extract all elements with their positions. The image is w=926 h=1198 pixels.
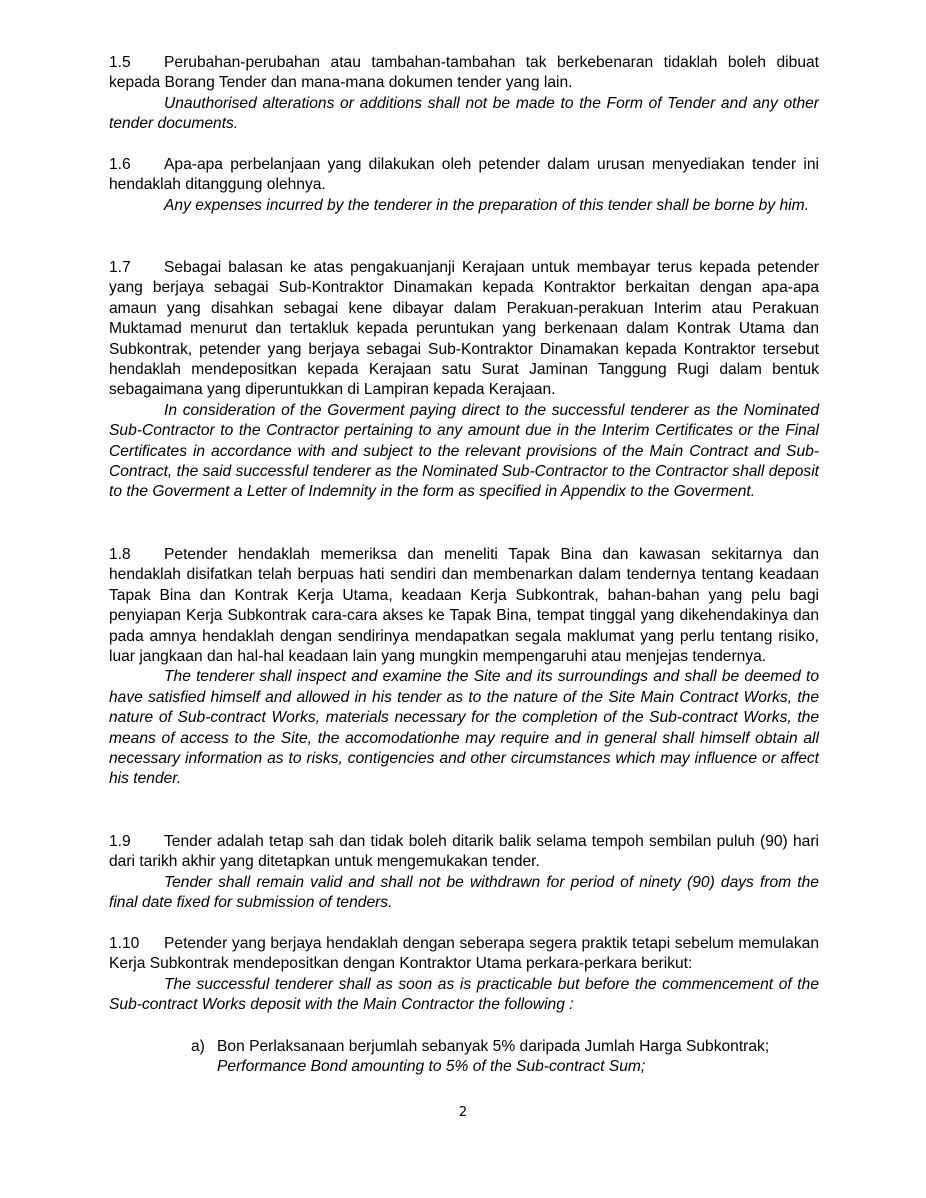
clause-1-9 [109, 832, 819, 914]
clause-malay-body: Perubahan-perubahan atau tambahan-tambahan tak berkebenaran tidaklah boleh dibuat kepada Borang Tender dan mana-mana dokumen tender yang lain. [109, 54, 819, 92]
sub-item-english-text: Performance Bond amounting to 5% of the Sub-contract Sum; [217, 1058, 646, 1076]
clause-1-10 [109, 934, 819, 1016]
clause-malay-body: Petender hendaklah memeriksa dan meneliti Tapak Bina dan kawasan sekitarnya dan hendaklah disifatkan telah berpuas hati sendiri dan membenarkan dalam tendernya tentang keadaan Tapak Bina dan Kontrak Kerja Utama, keadaan Kerja Subkontrak, bahan-bahan yang pelu bagi penyiapan Kerja Subkontrak cara-cara akses ke Tapak Bina, tempat tinggal yang dikehendakinya dan pada amnya hendaklah dengan sendirinya mendapatkan segala maklumat yang perlu tentang risiko, luar jangkaan dan hal-hal keadaan lain yang mungkin mempengaruhi atau menjejas tendernya. [109, 546, 819, 666]
clause-1-5 [109, 53, 819, 135]
clause-malay-text [109, 832, 819, 873]
clause-english-text: Any expenses incurred by the tenderer in the preparation of this tender shall be borne by him. [164, 196, 809, 214]
clause-english-text: The successful tenderer shall as soon as is practicable but before the commencement of the Sub-contract Works deposit with the Main Contractor the following : [109, 975, 819, 1014]
clause-malay-text [109, 545, 819, 667]
clause-english-text: Tender shall remain valid and shall not be withdrawn for period of ninety (90) days from the final date fixed for submission of tenders. [109, 873, 819, 912]
clause-number: 1.7 [109, 259, 131, 276]
clause-malay-body: Tender adalah tetap sah dan tidak boleh ditarik balik selama tempoh sembilan puluh (90) hari dari tarikh akhir yang ditetapkan untuk mengemukakan tender. [109, 833, 819, 871]
clause-number: 1.9 [109, 833, 131, 850]
clause-number: 1.8 [109, 546, 131, 563]
clause-malay-text [109, 258, 819, 401]
clause-malay-body: Sebagai balasan ke atas pengakuanjanji Kerajaan untuk membayar terus kepada petender yang berjaya sebagai Sub-Kontraktor Dinamakan kepada Kontraktor berkaitan dengan apa-apa amaun yang disahkan sebagai kene dibayar dalam Perakuan-perakuan Interim atau Perakuan Muktamad menurut dan tertakluk kepada peruntukan yang berkenaan dalam Kontrak Utama dan Subkontrak, petender yang berjaya sebagai Sub-Kontraktor Dinamakan kepada Kontraktor tersebut hendaklah mendepositkan kepada Kerajaan satu Surat Jaminan Tanggung Rugi dalam bentuk sebagaimana yang diperuntukkan di Lampiran kepada Kerajaan. [109, 259, 819, 399]
clause-english-text: Unauthorised alterations or additions shall not be made to the Form of Tender and any other tender documents. [109, 94, 819, 133]
clause-english-text: In consideration of the Goverment paying direct to the successful tenderer as the Nominated Sub-Contractor to the Contractor pertaining to any amount due in the Interim Certificates or the Final Certificates in accordance with and subject to the relevant provisions of the Main Contract and Sub-Contract, the said successful tenderer as the Nominated Sub-Contractor to the Contractor shall deposit to the Goverment a Letter of Indemnity in the form as specified in Appendix to the Goverment. [109, 401, 819, 501]
clause-number: 1.6 [109, 156, 131, 173]
sub-item-label: a) [191, 1038, 205, 1055]
clause-number: 1.5 [109, 54, 131, 71]
clause-english-text: The tenderer shall inspect and examine the Site and its surroundings and shall be deemed to have satisfied himself and allowed in his tender as to the nature of the Site Main Contract Works, the nature of Sub-contract Works, materials necessary for the completion of the Sub-contract Works, the means of access to the Site, the accomodationhe may require and in general shall himself obtain all necessary information as to risks, contigencies and other circumstances which may influence or affect his tender. [109, 668, 819, 788]
page-number: 2 [458, 1105, 468, 1120]
clause-malay-text [109, 934, 819, 975]
sub-item-malay-text: Bon Perlaksanaan berjumlah sebanyak 5% daripada Jumlah Harga Subkontrak; [217, 1038, 770, 1055]
clause-1-6 [109, 155, 819, 216]
clause-malay-text [109, 155, 819, 196]
clause-1-7 [109, 258, 819, 503]
clause-malay-body: Apa-apa perbelanjaan yang dilakukan oleh petender dalam urusan menyediakan tender ini hendaklah ditanggung olehnya. [109, 156, 819, 194]
clause-1-8 [109, 545, 819, 790]
clause-malay-body: Petender yang berjaya hendaklah dengan seberapa segera praktik tetapi sebelum memulakan Kerja Subkontrak mendepositkan dengan Kontraktor Utama perkara-perkara berikut: [109, 935, 819, 973]
clause-malay-text [109, 53, 819, 94]
sub-item-a [191, 1037, 831, 1078]
clause-number: 1.10 [109, 935, 140, 952]
